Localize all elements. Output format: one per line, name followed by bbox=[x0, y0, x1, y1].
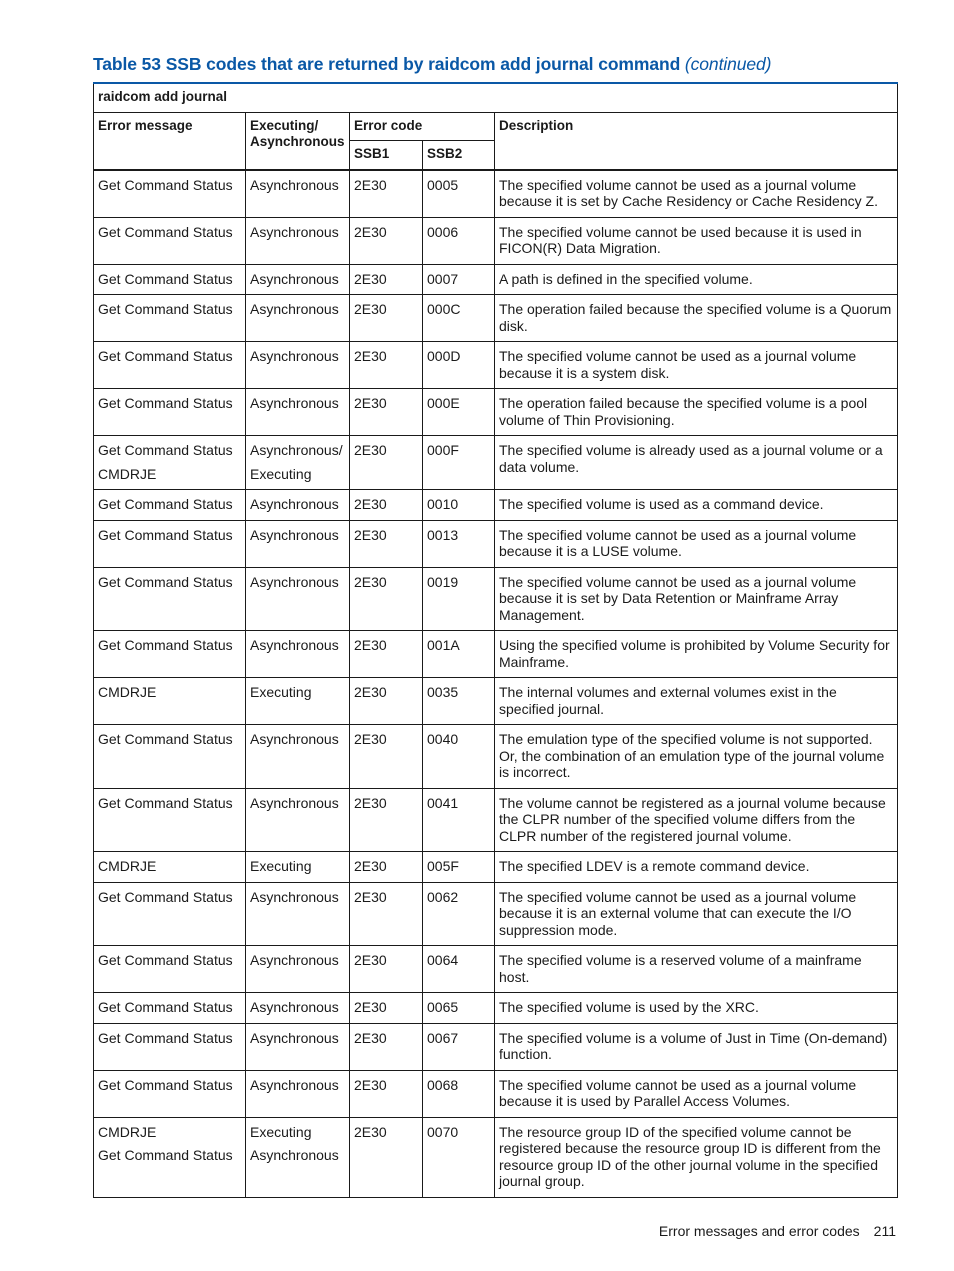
error-message-cell-line: CMDRJE bbox=[98, 465, 157, 482]
error-message-cell-line: CMDRJE bbox=[98, 684, 157, 700]
ssb1-cell: 2E30 bbox=[350, 993, 423, 1024]
error-message-cell bbox=[94, 993, 246, 1024]
executing-cell bbox=[246, 725, 350, 789]
error-message-cell bbox=[94, 264, 246, 295]
executing-cell-line: Asynchronous bbox=[250, 348, 339, 364]
error-message-cell bbox=[94, 436, 246, 490]
executing-cell bbox=[246, 342, 350, 389]
ssb2-cell: 0062 bbox=[423, 882, 495, 946]
executing-cell-line: Asynchronous bbox=[250, 301, 339, 317]
error-message-cell-line: Get Command Status bbox=[98, 395, 233, 411]
command-header: raidcom add journal bbox=[94, 83, 898, 112]
error-message-cell-line: Get Command Status bbox=[98, 442, 233, 458]
ssb1-cell: 2E30 bbox=[350, 946, 423, 993]
executing-cell-line: Asynchronous bbox=[250, 270, 339, 287]
executing-cell-line: Asynchronous bbox=[250, 637, 339, 653]
ssb2-cell: 0070 bbox=[423, 1117, 495, 1197]
description-cell: The specified volume is already used as a journal volume or a data volume. bbox=[495, 436, 898, 490]
ssb1-cell: 2E30 bbox=[350, 882, 423, 946]
description-cell: The internal volumes and external volumes exist in the specified journal. bbox=[495, 678, 898, 725]
executing-cell bbox=[246, 170, 350, 218]
table-body bbox=[94, 170, 898, 1198]
executing-cell-line: Asynchronous/ bbox=[250, 442, 343, 458]
executing-cell-line: Asynchronous bbox=[250, 496, 339, 512]
executing-cell-line: Asynchronous bbox=[250, 731, 339, 747]
executing-cell-line: Asynchronous bbox=[250, 999, 339, 1015]
header-error-code: Error code bbox=[350, 112, 495, 141]
error-message-cell bbox=[94, 1070, 246, 1117]
executing-cell-line: Asynchronous bbox=[250, 395, 339, 411]
executing-cell bbox=[246, 678, 350, 725]
description-cell: The specified volume cannot be used as a journal volume because it is set by Cache Residency or Cache Residency Z. bbox=[495, 170, 898, 218]
table-row bbox=[94, 788, 898, 852]
description-cell: The specified LDEV is a remote command device. bbox=[495, 852, 898, 883]
description-cell: The specified volume is used by the XRC. bbox=[495, 993, 898, 1024]
ssb2-cell: 0065 bbox=[423, 993, 495, 1024]
ssb1-cell: 2E30 bbox=[350, 295, 423, 342]
ssb2-cell: 0035 bbox=[423, 678, 495, 725]
page-number: 211 bbox=[873, 1223, 896, 1239]
table-row bbox=[94, 567, 898, 631]
executing-cell bbox=[246, 852, 350, 883]
executing-cell-line: Executing bbox=[250, 1123, 312, 1140]
header-ssb2: SSB2 bbox=[423, 141, 495, 170]
error-message-cell-line: Get Command Status bbox=[98, 1076, 233, 1093]
error-message-cell-line: Get Command Status bbox=[98, 270, 233, 287]
description-cell: The operation failed because the specified volume is a pool volume of Thin Provisioning. bbox=[495, 389, 898, 436]
error-message-cell bbox=[94, 882, 246, 946]
error-message-cell bbox=[94, 852, 246, 883]
error-message-cell-line: Get Command Status bbox=[98, 731, 233, 747]
error-message-cell-line: Get Command Status bbox=[98, 348, 233, 364]
description-cell: The specified volume is a reserved volume of a mainframe host. bbox=[495, 946, 898, 993]
ssb1-cell: 2E30 bbox=[350, 725, 423, 789]
ssb2-cell: 0067 bbox=[423, 1023, 495, 1070]
executing-cell bbox=[246, 389, 350, 436]
executing-cell bbox=[246, 520, 350, 567]
table-row bbox=[94, 946, 898, 993]
ssb2-cell: 0064 bbox=[423, 946, 495, 993]
executing-cell bbox=[246, 631, 350, 678]
error-message-cell-line: Get Command Status bbox=[98, 223, 233, 240]
error-message-cell bbox=[94, 295, 246, 342]
table-row bbox=[94, 1070, 898, 1117]
error-message-cell bbox=[94, 1117, 246, 1197]
description-cell: The volume cannot be registered as a journal volume because the CLPR number of the specified volume differs from the CLPR number of the registered journal volume. bbox=[495, 788, 898, 852]
error-message-cell-line: Get Command Status bbox=[98, 526, 233, 543]
page-footer bbox=[659, 1223, 896, 1239]
header-executing: Executing/ Asynchronous bbox=[246, 112, 350, 170]
error-message-cell bbox=[94, 1023, 246, 1070]
ssb1-cell: 2E30 bbox=[350, 678, 423, 725]
ssb1-cell: 2E30 bbox=[350, 342, 423, 389]
executing-cell-line: Asynchronous bbox=[250, 794, 339, 811]
executing-cell-line: Asynchronous bbox=[250, 176, 339, 193]
table-row bbox=[94, 217, 898, 264]
executing-cell-line: Asynchronous bbox=[250, 526, 339, 543]
table-row bbox=[94, 725, 898, 789]
error-message-cell bbox=[94, 342, 246, 389]
ssb1-cell: 2E30 bbox=[350, 490, 423, 521]
description-cell: A path is defined in the specified volume. bbox=[495, 264, 898, 295]
error-message-cell bbox=[94, 217, 246, 264]
description-cell: The specified volume cannot be used as a journal volume because it is a system disk. bbox=[495, 342, 898, 389]
ssb2-cell: 0041 bbox=[423, 788, 495, 852]
executing-cell bbox=[246, 788, 350, 852]
ssb1-cell: 2E30 bbox=[350, 170, 423, 218]
executing-cell bbox=[246, 1070, 350, 1117]
error-message-cell-line: Get Command Status bbox=[98, 176, 233, 193]
executing-cell-line: Asynchronous bbox=[250, 223, 339, 240]
table-row bbox=[94, 1117, 898, 1197]
description-cell: The resource group ID of the specified volume cannot be registered because the resource group ID is different from the resource group ID of the other journal volume in the specified journal group. bbox=[495, 1117, 898, 1197]
executing-cell-line: Asynchronous bbox=[250, 952, 339, 968]
ssb1-cell: 2E30 bbox=[350, 631, 423, 678]
description-cell: The specified volume is used as a command device. bbox=[495, 490, 898, 521]
table-caption bbox=[93, 54, 898, 75]
table-row bbox=[94, 631, 898, 678]
ssb-codes-table bbox=[93, 82, 898, 1198]
ssb1-cell: 2E30 bbox=[350, 436, 423, 490]
ssb2-cell: 000F bbox=[423, 436, 495, 490]
description-cell: The specified volume is a volume of Just in Time (On-demand) function. bbox=[495, 1023, 898, 1070]
ssb1-cell: 2E30 bbox=[350, 788, 423, 852]
table-row bbox=[94, 520, 898, 567]
table-row bbox=[94, 295, 898, 342]
table-title: Table 53 SSB codes that are returned by raidcom add journal command bbox=[93, 54, 681, 74]
error-message-cell-line: Get Command Status bbox=[98, 999, 233, 1015]
error-message-cell-line: Get Command Status bbox=[98, 1147, 233, 1163]
error-message-cell bbox=[94, 725, 246, 789]
ssb2-cell: 0013 bbox=[423, 520, 495, 567]
error-message-cell bbox=[94, 520, 246, 567]
executing-cell bbox=[246, 1023, 350, 1070]
error-message-cell bbox=[94, 490, 246, 521]
executing-cell-line: Asynchronous bbox=[250, 573, 339, 590]
ssb1-cell: 2E30 bbox=[350, 852, 423, 883]
description-cell: The specified volume cannot be used as a journal volume because it is an external volume that can execute the I/O suppression mode. bbox=[495, 882, 898, 946]
ssb1-cell: 2E30 bbox=[350, 520, 423, 567]
ssb2-cell: 000E bbox=[423, 389, 495, 436]
description-cell: The emulation type of the specified volume is not supported. Or, the combination of an emulation type of the journal volume is incorrect. bbox=[495, 725, 898, 789]
table-row bbox=[94, 264, 898, 295]
table-row bbox=[94, 389, 898, 436]
table-row bbox=[94, 490, 898, 521]
executing-cell-line: Asynchronous bbox=[250, 1029, 339, 1046]
error-message-cell bbox=[94, 567, 246, 631]
executing-cell bbox=[246, 567, 350, 631]
ssb1-cell: 2E30 bbox=[350, 264, 423, 295]
ssb1-cell: 2E30 bbox=[350, 389, 423, 436]
header-description: Description bbox=[495, 112, 898, 170]
ssb2-cell: 0007 bbox=[423, 264, 495, 295]
description-cell: The specified volume cannot be used as a journal volume because it is used by Parallel Access Volumes. bbox=[495, 1070, 898, 1117]
error-message-cell-line: Get Command Status bbox=[98, 1029, 233, 1046]
ssb1-cell: 2E30 bbox=[350, 1023, 423, 1070]
error-message-cell bbox=[94, 946, 246, 993]
executing-cell bbox=[246, 436, 350, 490]
ssb2-cell: 0068 bbox=[423, 1070, 495, 1117]
ssb2-cell: 001A bbox=[423, 631, 495, 678]
executing-cell-line: Executing bbox=[250, 684, 312, 700]
executing-cell bbox=[246, 217, 350, 264]
error-message-cell bbox=[94, 389, 246, 436]
table-row bbox=[94, 436, 898, 490]
executing-cell bbox=[246, 882, 350, 946]
executing-cell bbox=[246, 1117, 350, 1197]
executing-cell-line: Executing bbox=[250, 465, 312, 482]
error-message-cell-line: CMDRJE bbox=[98, 858, 157, 874]
ssb1-cell: 2E30 bbox=[350, 1070, 423, 1117]
executing-cell bbox=[246, 295, 350, 342]
description-cell: The specified volume cannot be used as a journal volume because it is a LUSE volume. bbox=[495, 520, 898, 567]
executing-cell bbox=[246, 264, 350, 295]
ssb2-cell: 0019 bbox=[423, 567, 495, 631]
description-cell: The specified volume cannot be used as a journal volume because it is set by Data Retention or Mainframe Array Management. bbox=[495, 567, 898, 631]
executing-cell-line: Asynchronous bbox=[250, 1147, 339, 1163]
error-message-cell bbox=[94, 170, 246, 218]
error-message-cell-line: Get Command Status bbox=[98, 573, 233, 590]
executing-cell bbox=[246, 946, 350, 993]
ssb2-cell: 0005 bbox=[423, 170, 495, 218]
ssb1-cell: 2E30 bbox=[350, 1117, 423, 1197]
error-message-cell-line: CMDRJE bbox=[98, 1123, 157, 1140]
ssb2-cell: 000C bbox=[423, 295, 495, 342]
table-row bbox=[94, 170, 898, 218]
executing-cell-line: Executing bbox=[250, 858, 312, 874]
executing-cell-line: Asynchronous bbox=[250, 888, 339, 905]
error-message-cell bbox=[94, 678, 246, 725]
error-message-cell-line: Get Command Status bbox=[98, 496, 233, 512]
ssb2-cell: 000D bbox=[423, 342, 495, 389]
continued-label: (continued) bbox=[684, 54, 772, 74]
description-cell: The operation failed because the specified volume is a Quorum disk. bbox=[495, 295, 898, 342]
executing-cell bbox=[246, 993, 350, 1024]
table-row bbox=[94, 882, 898, 946]
ssb2-cell: 0006 bbox=[423, 217, 495, 264]
error-message-cell bbox=[94, 788, 246, 852]
error-message-cell bbox=[94, 631, 246, 678]
ssb2-cell: 0040 bbox=[423, 725, 495, 789]
header-ssb1: SSB1 bbox=[350, 141, 423, 170]
table-row bbox=[94, 852, 898, 883]
error-message-cell-line: Get Command Status bbox=[98, 888, 233, 905]
error-message-cell-line: Get Command Status bbox=[98, 794, 233, 811]
table-row bbox=[94, 342, 898, 389]
error-message-cell-line: Get Command Status bbox=[98, 952, 233, 968]
executing-cell-line: Asynchronous bbox=[250, 1076, 339, 1093]
executing-cell bbox=[246, 490, 350, 521]
error-message-cell-line: Get Command Status bbox=[98, 637, 233, 653]
table-row bbox=[94, 1023, 898, 1070]
error-message-cell-line: Get Command Status bbox=[98, 301, 233, 317]
description-cell: Using the specified volume is prohibited by Volume Security for Mainframe. bbox=[495, 631, 898, 678]
table-row bbox=[94, 993, 898, 1024]
description-cell: The specified volume cannot be used because it is used in FICON(R) Data Migration. bbox=[495, 217, 898, 264]
ssb1-cell: 2E30 bbox=[350, 567, 423, 631]
footer-section: Error messages and error codes bbox=[658, 1223, 860, 1239]
ssb2-cell: 0010 bbox=[423, 490, 495, 521]
ssb2-cell: 005F bbox=[423, 852, 495, 883]
header-error-message: Error message bbox=[94, 112, 246, 170]
table-row bbox=[94, 678, 898, 725]
ssb1-cell: 2E30 bbox=[350, 217, 423, 264]
